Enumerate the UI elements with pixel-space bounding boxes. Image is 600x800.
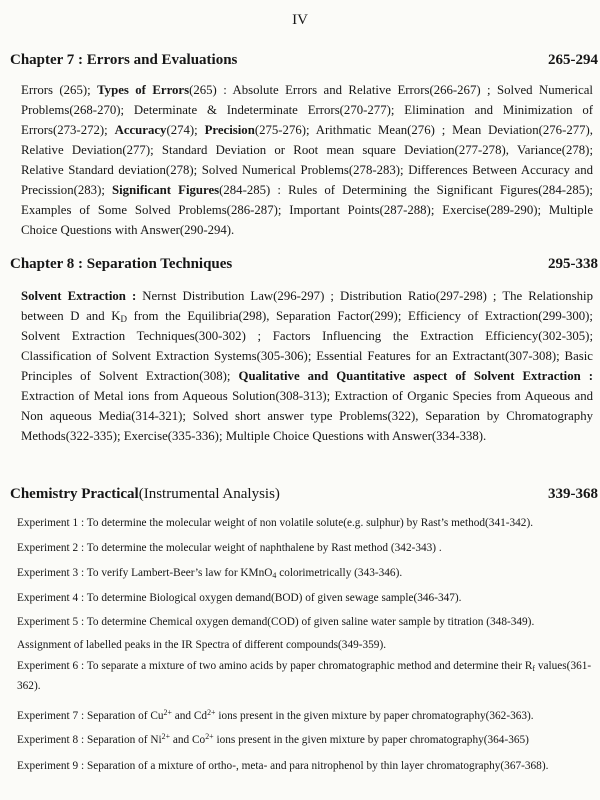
chapter7-heading bbox=[10, 52, 598, 69]
experiment-7: Experiment 7 : Separation of $Cu^{2+}$ and $Cd^{2+}$ ions present in the given mixture by paper chromatography(362-363). bbox=[17, 708, 534, 722]
chapter8-heading bbox=[10, 256, 598, 273]
chapter7-contents: Errors (265); Types of Errors(265) : Absolute Errors and Relative Errors(266-267) ; Solved Numerical Problems(268-270); Determinate & Indeterminate Errors(270-277); Elimination and Minimization of Errors(273-272); Accuracy(274); Precision(275-276); Arithmatic Mean(276) ; Mean Deviation(276-277), Relative Deviation(277); Standard Deviation or Root mean square Deviation(277-278), Variance(278); Relative Standard deviation(278); Solved Numerical Problems(278-283); Differences Between Accuracy and Precission(283); Significant Figures(284-285) : Rules of Determining the Significant Figures(284-285); Examples of Some Solved Problems(286-287); Important Points(287-288); Exercise(289-290); Multiple Choice Questions with Answer(290-294). bbox=[21, 83, 593, 237]
experiment-6: Experiment 6 : To separate a mixture of two amino acids by paper chromatographic method and determine their $R_f$ values(361-362). bbox=[17, 660, 592, 692]
experiment-9: Experiment 9 : Separation of a mixture of ortho-, meta- and para nitrophenol by thin layer chromatography(367-368). bbox=[17, 760, 549, 772]
chapter8-contents: Solvent Extraction : Nernst Distribution Law(296-297) ; Distribution Ratio(297-298) ; The Relationship between D and $K_D$ from the Equilibria(298), Separation Factor(299); Efficiency of Extraction(299-300); Solvent Extraction Techniques(300-302) ; Factors Influencing the Extraction Efficiency(302-305); Classification of Solvent Extraction Systems(305-306); Essential Features for an Extractant(307-308); Basic Principles of Solvent Extraction(308); Qualitative and Quantitative aspect of Solvent Extraction : Extraction of Metal ions from Aqueous Solution(308-313); Extraction of Organic Species from Aqueous and Non aqueous Media(314-321); Solved short answer type Problems(322), Separation by Chromatography Methods(322-335); Exercise(335-336); Multiple Choice Questions with Answer(334-338). bbox=[21, 289, 593, 443]
topic-accuracy: Accuracy bbox=[114, 123, 167, 137]
experiment-8: Experiment 8 : Separation of $Ni^{2+}$ and $Co^{2+}$ ions present in the given mixture by paper chromatography(364-365) bbox=[17, 732, 529, 746]
chapter7-pages: 265-294 bbox=[548, 52, 598, 68]
experiment-1: Experiment 1 : To determine the molecular weight of non volatile solute(e.g. sulphur) by Rast’s method(341-342). bbox=[17, 517, 534, 529]
experiment-4: Experiment 4 : To determine Biological oxygen demand(BOD) of given sewage sample(346-347). bbox=[17, 592, 462, 604]
topic-qualitative-quantitative: Qualitative and Quantitative aspect of Solvent Extraction : bbox=[238, 369, 593, 383]
experiment-3: Experiment 3 : To verify Lambert-Beer’s law for KMnO$_4$ colorimetrically (343-346). bbox=[17, 567, 403, 580]
experiment-5: Experiment 5 : To determine Chemical oxygen demand(COD) of given saline water sample by titration (348-349). bbox=[17, 616, 535, 628]
topic-solvent-extraction: Solvent Extraction : bbox=[21, 289, 137, 303]
chapter7-title: Chapter 7 : Errors and Evaluations bbox=[10, 52, 238, 68]
chapter8-title: Chapter 8 : Separation Techniques bbox=[10, 256, 233, 272]
chapter8-pages: 295-338 bbox=[548, 256, 598, 272]
practical-title: Chemistry Practical(Instrumental Analysis) bbox=[10, 486, 280, 502]
topic-types-of-errors: Types of Errors bbox=[97, 83, 190, 97]
experiment-2: Experiment 2 : To determine the molecular weight of naphthalene by Rast method (342-343) . bbox=[17, 542, 442, 554]
ir-spectra-assignment: Assignment of labelled peaks in the IR Spectra of different compounds(349-359). bbox=[17, 639, 387, 651]
topic-significant-figures: Significant Figures bbox=[112, 183, 220, 197]
practical-pages: 339-368 bbox=[548, 486, 598, 502]
practical-heading bbox=[10, 486, 598, 503]
topic-precision: Precision bbox=[204, 123, 255, 137]
page-number: IV bbox=[292, 12, 308, 28]
